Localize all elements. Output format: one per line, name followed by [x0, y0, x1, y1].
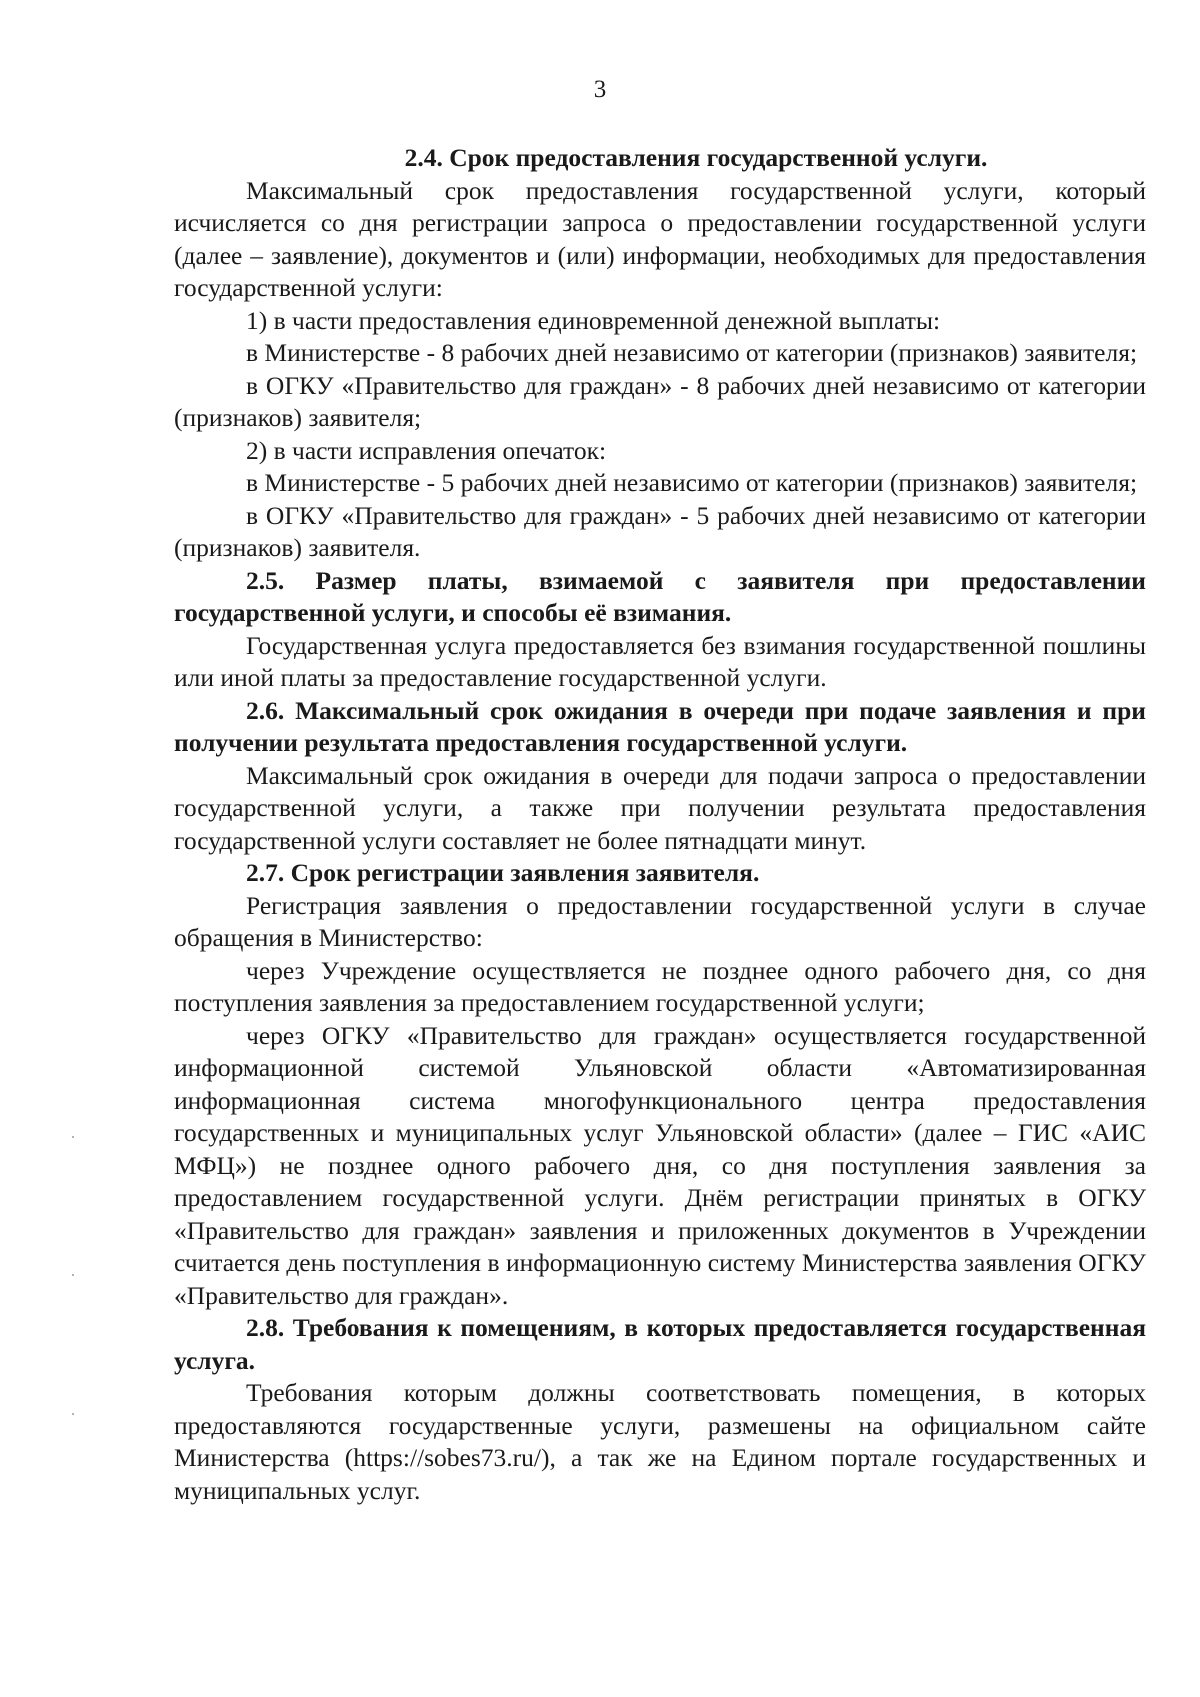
paragraph: Регистрация заявления о предоставлении государственной услуги в случае обращения в Министерство: [174, 890, 1146, 952]
heading-2-5: 2.5. Размер платы, взимаемой с заявителя при предоставлении государственной услуги, и способы её взимания. [174, 565, 1146, 627]
heading-2-7: 2.7. Срок регистрации заявления заявителя. [246, 858, 760, 887]
scan-speck [72, 1413, 74, 1415]
paragraph: 2) в части исправления опечаток: [246, 435, 607, 465]
paragraph: в Министерстве - 8 рабочих дней независимо от категории (признаков) заявителя; [246, 338, 1138, 367]
paragraph: в ОГКУ «Правительство для граждан» - 5 рабочих дней независимо от категории (признаков) заявителя. [174, 500, 1146, 562]
page-number: 3 [593, 76, 607, 103]
scan-speck [72, 1136, 74, 1138]
scan-speck [72, 1274, 74, 1276]
paragraph: Требования которым должны соответствовать помещения, в которых предоставляются государственные услуги, размешены на официальном сайте Министерства (https://sobes73.ru/), а так же на Едином портале государственных и муниципальных услуг. [174, 1378, 1146, 1505]
paragraph: Максимальный срок ожидания в очереди для подачи запроса о предоставлении государственной услуги, а также при получении результата предоставления государственной услуги составляет не более пятнадцати минут. [174, 760, 1146, 855]
document-body [174, 142, 1146, 1507]
heading-2-8: 2.8. Требования к помещениям, в которых предоставляется государственная услуга. [174, 1313, 1146, 1375]
paragraph: в Министерстве - 5 рабочих дней независимо от категории (признаков) заявителя; [246, 468, 1138, 497]
paragraph: 1) в части предоставления единовременной денежной выплаты: [246, 305, 941, 335]
paragraph: в ОГКУ «Правительство для граждан» - 8 рабочих дней независимо от категории (признаков) заявителя; [174, 370, 1146, 432]
paragraph: Государственная услуга предоставляется без взимания государственной пошлины или иной платы за предоставление государственной услуги. [174, 630, 1146, 692]
paragraph: через ОГКУ «Правительство для граждан» осуществляется государственной информационной системой Ульяновской области «Автоматизированная информационная система многофункционального центра предоставления государственных и муниципальных услуг Ульяновской области» (далее – ГИС «АИС МФЦ») не позднее одного рабочего дня, со дня поступления заявления за предоставлением государственной услуги. Днём регистрации принятых в ОГКУ «Правительство для граждан» заявления и приложенных документов в Учреждении считается день поступления в информационную систему Министерства заявления ОГКУ «Правительство для граждан». [174, 1020, 1146, 1310]
heading-2-6: 2.6. Максимальный срок ожидания в очереди при подаче заявления и при получении результата предоставления государственной услуги. [174, 695, 1146, 757]
heading-2-4: 2.4. Срок предоставления государственной услуги. [404, 143, 988, 172]
paragraph: Максимальный срок предоставления государственной услуги, который исчисляется со дня регистрации запроса о предоставлении государственной услуги (далее – заявление), документов и (или) информации, необходимых для предоставления государственной услуги: [174, 175, 1146, 302]
paragraph: через Учреждение осуществляется не позднее одного рабочего дня, со дня поступления заявления за предоставлением государственной услуги; [174, 955, 1146, 1017]
